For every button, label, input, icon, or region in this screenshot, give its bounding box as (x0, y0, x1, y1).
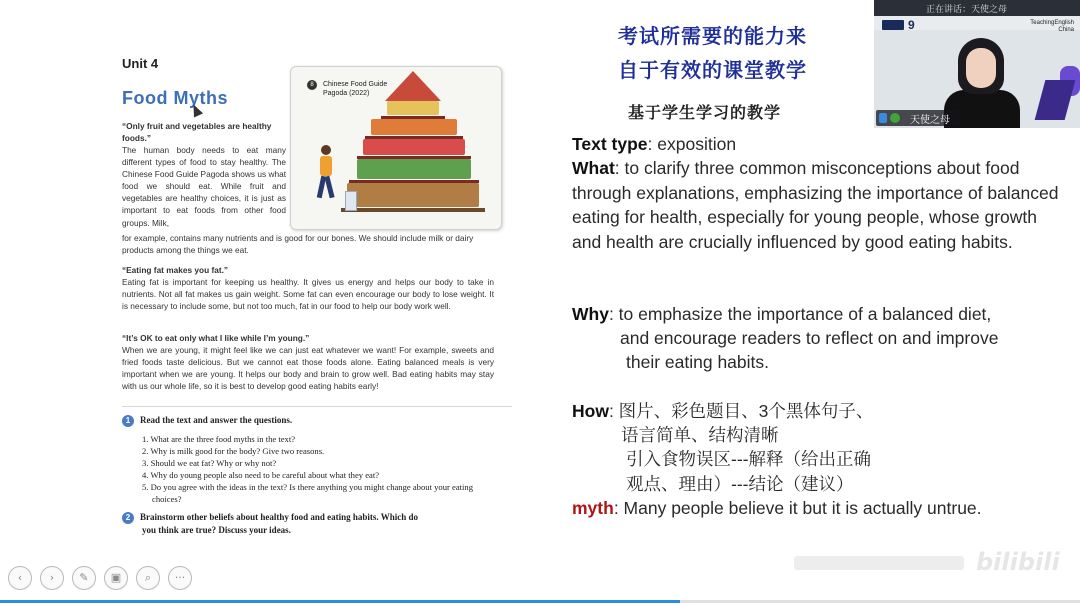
speaking-indicator: 正在讲话：天使之母 (926, 5, 1008, 15)
task-1-heading: Read the text and answer the questions. (140, 415, 293, 426)
mic-icon (879, 113, 887, 123)
water-glass (345, 191, 357, 211)
task-1 (122, 415, 502, 427)
runner-figure (313, 145, 339, 205)
text-type-label: Text type (572, 134, 648, 154)
cn-subtitle: 基于学生学习的教学 (628, 103, 782, 122)
task-number-badge: 1 (122, 415, 134, 427)
task-2-heading-cont: you think are true? Discuss your ideas. (142, 525, 291, 535)
pagoda-tier (363, 139, 465, 155)
speaker-name: 天使之母 (910, 115, 950, 126)
myth3-body: When we are young, it might feel like we can just eat whatever we want! For example, sweets and fried foods taste delicious. But we cannot eat those foods alone. Eating balanced meals is very important when we are young. It helps our body and brain to grow well. Bad eating habits may stay with us our whole life, so it is best to develop good eating habits early! (122, 345, 494, 392)
why-label: Why (572, 304, 609, 324)
speaker-face (966, 48, 996, 88)
how-value-1: : 图片、彩色题目、3个黑体句子、 (608, 401, 874, 421)
cn-title-line-2: 自于有效的课堂教学 (618, 58, 807, 82)
how-line-4: 观点、理由）---结论（建议） (626, 474, 854, 494)
question-item: 2. Why is milk good for the body? Give two reasons. (142, 446, 325, 456)
unit-label: Unit 4 (122, 56, 159, 71)
myth-label: myth (572, 498, 614, 518)
teachingenglish-logo: TeachingEnglish China (1030, 20, 1074, 33)
how-line-3: 引入食物误区---解释（给出正确 (626, 449, 871, 469)
speaker-status-icon (890, 113, 900, 123)
progress-fill (0, 600, 680, 603)
webcam-status-bar (874, 0, 1080, 16)
myth-value: : Many people believe it but it is actually untrue. (613, 498, 982, 518)
lesson-title: Food Myths (122, 88, 228, 108)
webcam-overlay[interactable] (874, 0, 1080, 128)
myth1-body: The human body needs to eat many different types of food to stay healthy. The Chinese Food Guide Pagoda shows us what food we should eat. While fruit and vegetables are healthy choices, it is just as important to eat foods from other food groups. Milk, (122, 145, 286, 228)
why-line-2: and encourage readers to reflect on and improve (620, 328, 999, 348)
pagoda-tier (347, 183, 479, 207)
pagoda-tier (371, 119, 457, 135)
what-block (572, 156, 1062, 254)
divider (122, 406, 512, 407)
what-label: What (572, 158, 615, 178)
zoom-icon[interactable]: ⌕ (136, 566, 160, 590)
myth-definition (572, 496, 1062, 521)
text-type-line (572, 132, 736, 157)
pagoda-tier (387, 101, 439, 115)
task-2-heading: Brainstorm other beliefs about healthy food and eating habits. Which do (140, 512, 418, 523)
food-pagoda-image (290, 66, 502, 230)
figure-number: 8 (307, 80, 317, 90)
how-line-1 (572, 399, 873, 424)
question-item: 1. What are the three food myths in the text? (142, 434, 296, 444)
cn-title-line-1: 考试所需要的能力来 (618, 24, 807, 48)
pagoda-roof (385, 71, 441, 101)
text-type-value: : exposition (647, 134, 737, 154)
question-item: 4. Why do young people also need to be careful about what they eat? (142, 470, 380, 480)
bilibili-watermark: bilibili (976, 548, 1060, 576)
anniversary-logo: 9 (908, 18, 915, 32)
task-number-badge: 2 (122, 512, 134, 524)
forward-icon[interactable]: › (40, 566, 64, 590)
myth1-heading: “Only fruit and vegetables are healthy foods.” (122, 121, 272, 144)
why-line-1 (572, 302, 1062, 327)
question-list (142, 433, 492, 505)
british-council-logo (882, 20, 904, 30)
video-progress-bar[interactable] (0, 600, 1080, 603)
pagoda-base (341, 208, 485, 212)
pen-icon[interactable]: ✎ (72, 566, 96, 590)
pagoda-tier (357, 159, 471, 179)
uploader-watermark (794, 556, 964, 570)
question-item: 3. Should we eat fat? Why or why not? (142, 458, 277, 468)
what-value: : to clarify three common misconceptions about food through explanations, emphasizing the importance of balanced eating for health, especially for young people, whose growth and health are crucially influenced by good eating habits. (572, 158, 1059, 252)
pagoda-caption: Chinese Food Guide Pagoda (2022) (323, 81, 388, 97)
myth2-body: Eating fat is important for keeping us healthy. It gives us energy and helps our body to take in nutrients. Not all fat makes us gain weight. Some fat can even encourage our body to lose weight. It is necessary to include some, but not too much, fat in our food to help our body work well. (122, 277, 494, 312)
myth1-continued: for example, contains many nutrients and is good for our bones. We should include milk or dairy products among the things we eat. (122, 233, 474, 256)
question-item: 5. Do you agree with the ideas in the text? Is there anything you might change about your eating choices? (142, 482, 474, 504)
task-2 (122, 512, 502, 524)
myth3-heading: “It’s OK to eat only what I like while I’m young.” (122, 333, 310, 343)
why-value: : to emphasize the importance of a balanced diet, (608, 304, 992, 324)
more-icon[interactable]: ··· (168, 566, 192, 590)
back-icon[interactable]: ‹ (8, 566, 32, 590)
why-line-3: their eating habits. (626, 352, 770, 372)
myth2-heading: “Eating fat makes you fat.” (122, 265, 229, 275)
slides-icon[interactable]: ▣ (104, 566, 128, 590)
how-label: How (572, 401, 609, 421)
how-line-2: 语言简单、结构清晰 (621, 425, 779, 445)
